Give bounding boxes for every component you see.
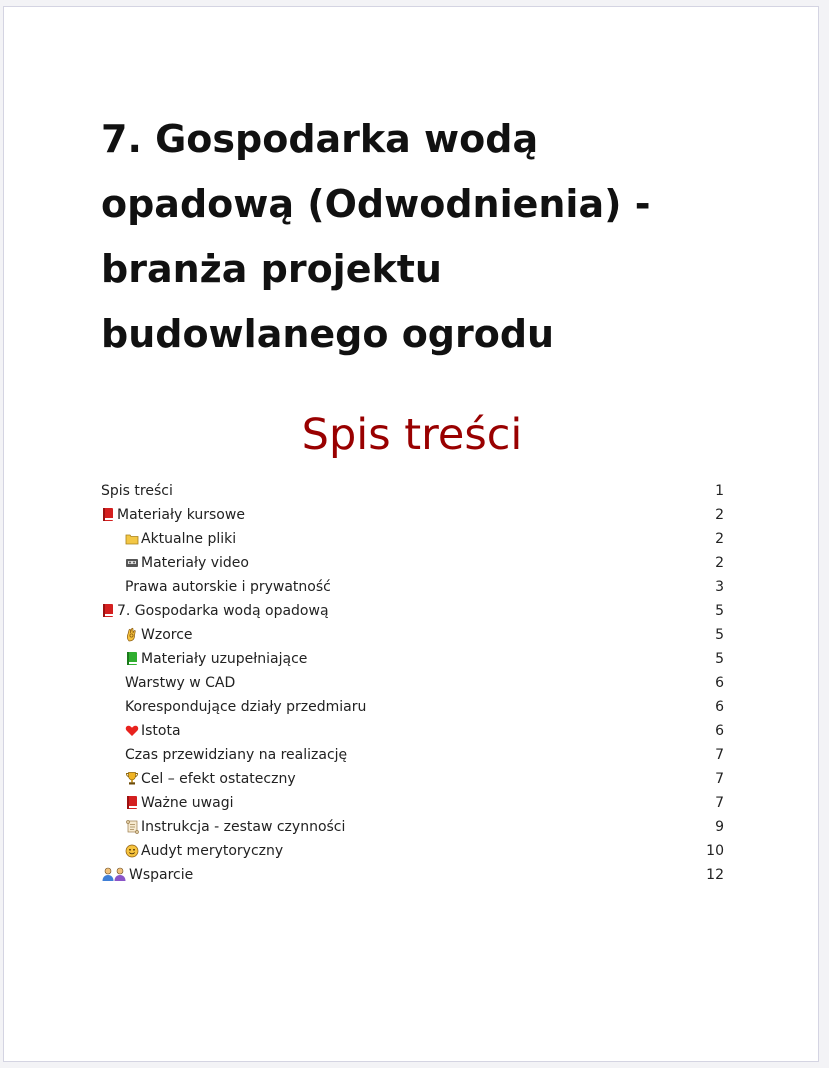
face-icon bbox=[125, 843, 139, 858]
toc-entry-wsparcie[interactable] bbox=[101, 863, 724, 887]
toc-entry-materialy-video[interactable] bbox=[101, 551, 724, 575]
toc-page-number: 12 bbox=[706, 867, 724, 883]
toc-entry-wzorce[interactable] bbox=[101, 623, 724, 647]
toc-entry-spis-tresci[interactable] bbox=[101, 479, 724, 503]
people-icon bbox=[101, 867, 127, 882]
toc-entry-istota[interactable] bbox=[101, 719, 724, 743]
toc-entry-label: Materiały video bbox=[141, 555, 249, 571]
toc-entry-cel[interactable] bbox=[101, 767, 724, 791]
toc-page-number: 2 bbox=[715, 531, 724, 547]
toc-entry-audyt[interactable] bbox=[101, 839, 724, 863]
table-of-contents bbox=[101, 479, 724, 887]
toc-entry-wazne-uwagi[interactable] bbox=[101, 791, 724, 815]
toc-entry-label: Wzorce bbox=[141, 627, 193, 643]
trophy-icon bbox=[125, 771, 139, 786]
toc-entry-instrukcja[interactable] bbox=[101, 815, 724, 839]
toc-entry-label: Warstwy w CAD bbox=[125, 675, 236, 691]
toc-page-number: 10 bbox=[706, 843, 724, 859]
heart-icon bbox=[125, 723, 139, 738]
toc-entry-label: Materiały uzupełniające bbox=[141, 651, 308, 667]
document-title: 7. Gospodarka wodą opadową (Odwodnienia) - branża projektu budowlanego ogrodu bbox=[101, 117, 651, 356]
scroll-icon bbox=[125, 819, 139, 834]
toc-page-number: 7 bbox=[715, 771, 724, 787]
toc-entry-label: Wsparcie bbox=[129, 867, 194, 883]
toc-entry-materialy-kursowe[interactable] bbox=[101, 503, 724, 527]
red-book-icon bbox=[125, 795, 139, 810]
red-book-icon bbox=[101, 507, 115, 522]
video-cassette-icon bbox=[125, 555, 139, 570]
toc-entry-materialy-uzupelniajace[interactable] bbox=[101, 647, 724, 671]
document-page bbox=[3, 6, 819, 1062]
toc-page-number: 1 bbox=[715, 483, 724, 499]
toc-entry-label: 7. Gospodarka wodą opadową bbox=[117, 603, 329, 619]
toc-entry-label: Prawa autorskie i prywatność bbox=[125, 579, 331, 595]
toc-entry-label: Instrukcja - zestaw czynności bbox=[141, 819, 346, 835]
toc-page-number: 6 bbox=[715, 675, 724, 691]
toc-page-number: 5 bbox=[715, 651, 724, 667]
toc-page-number: 3 bbox=[715, 579, 724, 595]
toc-page-number: 7 bbox=[715, 795, 724, 811]
ok-hand-icon bbox=[125, 627, 139, 642]
toc-entry-label: Audyt merytoryczny bbox=[141, 843, 284, 859]
toc-page-number: 9 bbox=[715, 819, 724, 835]
toc-page-number: 6 bbox=[715, 723, 724, 739]
toc-entry-dzialy-przedmiaru[interactable] bbox=[101, 695, 724, 719]
toc-entry-label: Korespondujące działy przedmiaru bbox=[125, 699, 367, 715]
folder-icon bbox=[125, 531, 139, 546]
toc-page-number: 7 bbox=[715, 747, 724, 763]
toc-entry-label: Spis treści bbox=[101, 483, 173, 499]
toc-entry-label: Istota bbox=[141, 723, 181, 739]
toc-entry-prawa-autorskie[interactable] bbox=[101, 575, 724, 599]
toc-page-number: 2 bbox=[715, 555, 724, 571]
toc-entry-label: Aktualne pliki bbox=[141, 531, 237, 547]
toc-page-number: 5 bbox=[715, 627, 724, 643]
toc-heading: Spis treści bbox=[301, 410, 523, 460]
toc-entry-label: Ważne uwagi bbox=[141, 795, 234, 811]
toc-page-number: 2 bbox=[715, 507, 724, 523]
toc-page-number: 5 bbox=[715, 603, 724, 619]
red-book-icon bbox=[101, 603, 115, 618]
toc-entry-warstwy-cad[interactable] bbox=[101, 671, 724, 695]
toc-entry-label: Materiały kursowe bbox=[117, 507, 245, 523]
toc-entry-label: Cel – efekt ostateczny bbox=[141, 771, 296, 787]
toc-entry-label: Czas przewidziany na realizację bbox=[125, 747, 348, 763]
toc-entry-gospodarka-woda[interactable] bbox=[101, 599, 724, 623]
green-book-icon bbox=[125, 651, 139, 666]
toc-entry-czas-realizacji[interactable] bbox=[101, 743, 724, 767]
toc-page-number: 6 bbox=[715, 699, 724, 715]
toc-entry-aktualne-pliki[interactable] bbox=[101, 527, 724, 551]
